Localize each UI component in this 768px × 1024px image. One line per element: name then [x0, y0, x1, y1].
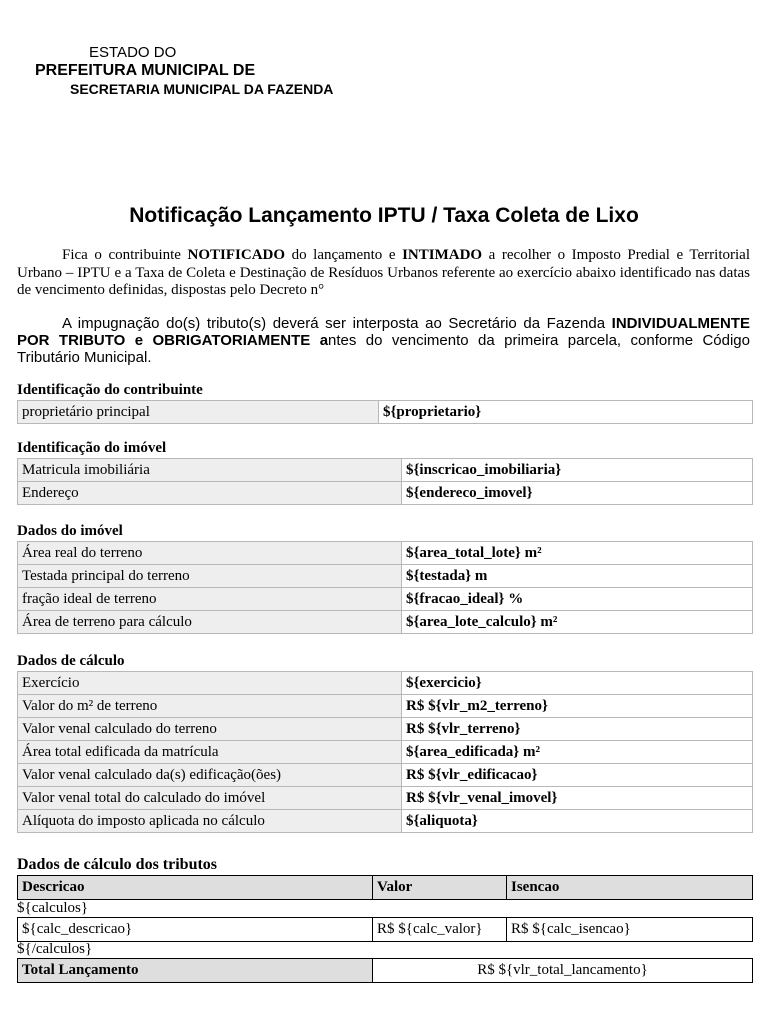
row-value: R$ ${vlr_m2_terreno}	[402, 695, 753, 718]
document-title: Notificação Lançamento IPTU / Taxa Coleta de Lixo	[129, 204, 639, 227]
row-label: Área de terreno para cálculo	[18, 611, 402, 634]
row-value: ${proprietario}	[379, 401, 753, 424]
table-row	[18, 718, 753, 741]
row-value: ${aliquota}	[402, 810, 753, 833]
section-imovel-heading: Identificação do imóvel	[17, 440, 167, 456]
para1-intimado: INTIMADO	[402, 247, 483, 263]
row-value: ${inscricao_imobiliaria}	[402, 459, 753, 482]
row-value: R$ ${vlr_terreno}	[402, 718, 753, 741]
row-label: proprietário principal	[18, 401, 379, 424]
section-dados-imovel-heading: Dados do imóvel	[17, 523, 123, 539]
para1-text-3: a recolher o Imposto Predial e Territorial Urbano – IPTU e a Taxa de Coleta e Destinação de Resíduos Urbanos referente ao exercício abaixo identificado nas datas de vencimento definidas, dispostas pelo Decreto n°	[17, 247, 750, 298]
para1-text-2: do lançamento e	[285, 247, 403, 263]
table-row	[18, 459, 753, 482]
loop-end-marker: ${/calculos}	[17, 941, 93, 957]
table-header-row	[18, 876, 753, 900]
row-value: ${fracao_ideal} %	[402, 588, 753, 611]
para1-notificado: NOTIFICADO	[187, 247, 286, 263]
para2-bold: INDIVIDUALMENTE POR TRIBUTO e OBRIGATORIAMENTE a	[17, 315, 750, 349]
table-row	[18, 611, 753, 634]
calculo-table	[17, 671, 753, 833]
col-header-descricao: Descricao	[18, 876, 373, 900]
contribuinte-table	[17, 400, 753, 424]
row-value: ${testada} m	[402, 565, 753, 588]
section-contribuinte-heading: Identificação do contribuinte	[17, 382, 203, 398]
calc-valor-cell: R$ ${calc_valor}	[373, 918, 507, 942]
row-label: Área real do terreno	[18, 542, 402, 565]
table-row	[18, 787, 753, 810]
row-value: R$ ${vlr_venal_imovel}	[402, 787, 753, 810]
row-label: Testada principal do terreno	[18, 565, 402, 588]
imovel-dados-table	[17, 541, 753, 634]
table-row	[18, 588, 753, 611]
para1-text-1: Fica o contribuinte	[62, 247, 188, 263]
row-value: ${exercicio}	[402, 672, 753, 695]
table-row	[18, 918, 753, 942]
impugnacao-paragraph	[17, 315, 750, 366]
row-label: Valor venal calculado do terreno	[18, 718, 402, 741]
col-header-valor: Valor	[373, 876, 507, 900]
tributos-header-table	[17, 875, 753, 900]
imovel-id-table	[17, 458, 753, 505]
section-tributos-heading: Dados de cálculo dos tributos	[17, 856, 218, 873]
table-row	[18, 810, 753, 833]
row-label: Valor venal total do calculado do imóvel	[18, 787, 402, 810]
header-prefeitura: PREFEITURA MUNICIPAL DE	[35, 62, 256, 79]
table-row	[18, 542, 753, 565]
row-label: Valor do m² de terreno	[18, 695, 402, 718]
table-row	[18, 672, 753, 695]
row-label: Área total edificada da matrícula	[18, 741, 402, 764]
table-row	[18, 764, 753, 787]
notification-paragraph	[17, 247, 750, 300]
row-label: Matricula imobiliária	[18, 459, 402, 482]
para2-text-1: A impugnação do(s) tributo(s) deverá ser interposta ao Secretário da Fazenda	[62, 315, 612, 332]
row-label: Endereço	[18, 482, 402, 505]
header-secretaria: SECRETARIA MUNICIPAL DA FAZENDA	[70, 81, 334, 97]
header-state: ESTADO DO	[89, 44, 177, 61]
loop-start-marker: ${calculos}	[17, 900, 89, 916]
row-value: ${area_total_lote} m²	[402, 542, 753, 565]
row-label: Valor venal calculado da(s) edificação(ões)	[18, 764, 402, 787]
col-header-isencao: Isencao	[507, 876, 753, 900]
row-value: ${area_lote_calculo} m²	[402, 611, 753, 634]
row-value: ${area_edificada} m²	[402, 741, 753, 764]
table-row	[18, 401, 753, 424]
row-label: Alíquota do imposto aplicada no cálculo	[18, 810, 402, 833]
row-label: Exercício	[18, 672, 402, 695]
tributos-row-table	[17, 917, 753, 942]
table-row	[18, 741, 753, 764]
calc-isencao-cell: R$ ${calc_isencao}	[507, 918, 753, 942]
para2-text-2: ntes do vencimento da primeira parcela, conforme Código Tributário Municipal.	[17, 332, 750, 366]
row-value: ${endereco_imovel}	[402, 482, 753, 505]
total-table	[17, 958, 753, 983]
section-calculo-heading: Dados de cálculo	[17, 653, 125, 669]
calc-descricao-cell: ${calc_descricao}	[18, 918, 373, 942]
total-value: R$ ${vlr_total_lancamento}	[373, 959, 753, 983]
table-row	[18, 565, 753, 588]
table-row	[18, 482, 753, 505]
total-row	[18, 959, 753, 983]
total-label: Total Lançamento	[18, 959, 373, 983]
row-value: R$ ${vlr_edificacao}	[402, 764, 753, 787]
table-row	[18, 695, 753, 718]
row-label: fração ideal de terreno	[18, 588, 402, 611]
